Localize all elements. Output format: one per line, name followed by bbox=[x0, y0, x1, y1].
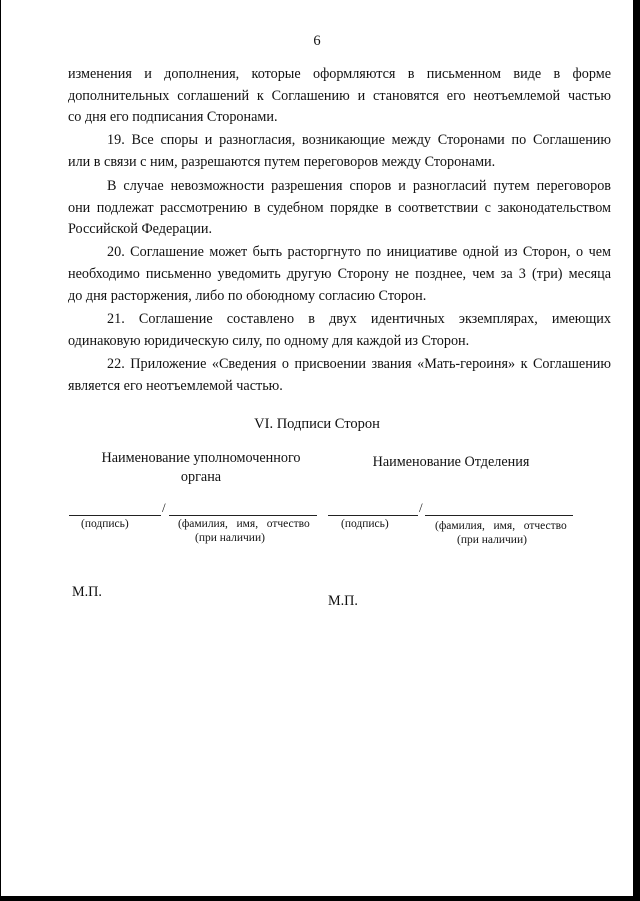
right-name-caption: (фамилия, имя, отчество bbox=[435, 520, 567, 532]
left-stamp-place: М.П. bbox=[72, 584, 102, 600]
paragraph-line: 20. Соглашение может быть расторгнуто по инициативе одной из Сторон, о чем bbox=[107, 244, 611, 260]
right-stamp-place: М.П. bbox=[328, 593, 358, 609]
left-name-caption: (фамилия, имя, отчество bbox=[178, 518, 310, 530]
paragraph-line: изменения и дополнения, которые оформляются в письменном виде в форме bbox=[68, 66, 611, 82]
paragraph-line: они подлежат рассмотрению в судебном порядке в соответствии с законодательством bbox=[68, 200, 611, 216]
right-name-caption-note: (при наличии) bbox=[457, 534, 527, 546]
right-party-heading: Наименование Отделения bbox=[372, 454, 530, 470]
right-signature-caption: (подпись) bbox=[341, 518, 389, 530]
paragraph-line: В случае невозможности разрешения споров и разногласий путем переговоров bbox=[107, 178, 611, 194]
paragraph-line: дополнительных соглашений к Соглашению и становятся его неотъемлемой частью bbox=[68, 88, 611, 104]
right-slash: / bbox=[419, 500, 423, 515]
left-party-heading-line1: Наименование уполномоченного bbox=[101, 450, 301, 466]
paragraph-line: 21. Соглашение составлено в двух идентичных экземплярах, имеющих bbox=[107, 311, 611, 327]
left-signature-caption: (подпись) bbox=[81, 518, 129, 530]
left-slash: / bbox=[162, 500, 166, 515]
paragraph-line: со дня его подписания Сторонами. bbox=[68, 109, 278, 125]
paragraph-line: до дня расторжения, либо по обоюдному согласию Сторон. bbox=[68, 288, 427, 304]
document-page bbox=[1, 0, 633, 896]
page-number: 6 bbox=[313, 33, 321, 49]
left-signature-line bbox=[69, 515, 161, 516]
right-signature-line bbox=[328, 515, 418, 516]
paragraph-line: одинаковую юридическую силу, по одному для каждой из Сторон. bbox=[68, 333, 470, 349]
section-title: VI. Подписи Сторон bbox=[254, 416, 380, 432]
paragraph-line: является его неотъемлемой частью. bbox=[68, 378, 283, 394]
left-name-line bbox=[169, 515, 317, 516]
left-party-heading-line2: органа bbox=[180, 469, 222, 485]
left-name-caption-note: (при наличии) bbox=[195, 532, 265, 544]
paragraph-line: или в связи с ним, разрешаются путем переговоров между Сторонами. bbox=[68, 154, 496, 170]
paragraph-line: необходимо письменно уведомить другую Сторону не позднее, чем за 3 (три) месяца bbox=[68, 266, 611, 282]
paragraph-line: Российской Федерации. bbox=[68, 221, 213, 237]
paragraph-line: 22. Приложение «Сведения о присвоении звания «Мать-героиня» к Соглашению bbox=[107, 356, 611, 372]
paragraph-line: 19. Все споры и разногласия, возникающие между Сторонами по Соглашению bbox=[107, 132, 611, 148]
right-name-line bbox=[425, 515, 573, 516]
